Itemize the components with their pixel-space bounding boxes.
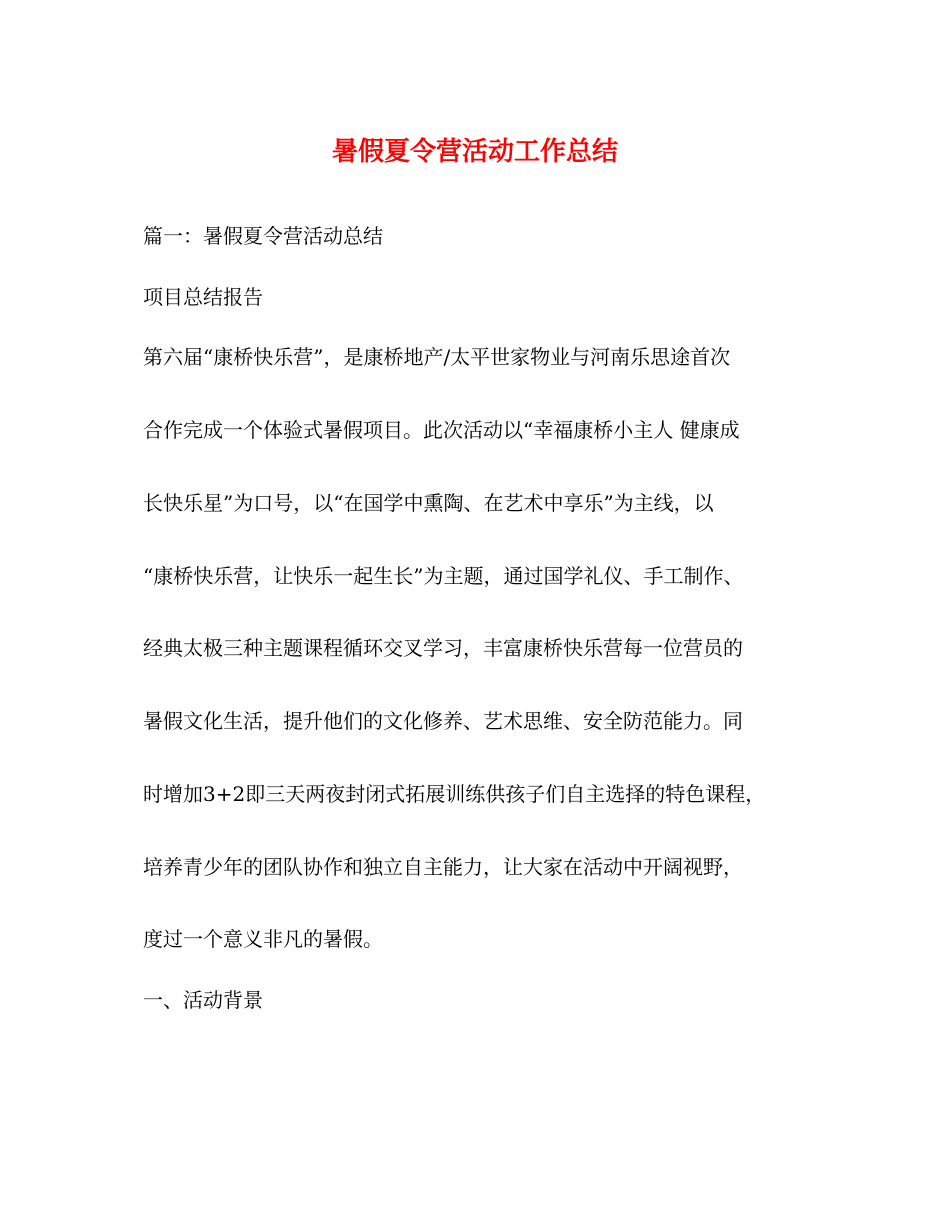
body-line: 长快乐星”为口号，以“在国学中熏陶、在艺术中享乐”为主线，以 [143, 491, 714, 515]
report-label: 项目总结报告 [143, 285, 263, 309]
body-line: 第六届“康桥快乐营”，是康桥地产/太平世家物业与河南乐思途首次 [143, 345, 731, 369]
body-line: 经典太极三种主题课程循环交叉学习，丰富康桥快乐营每一位营员的 [143, 636, 743, 660]
subheading: 一、活动背景 [143, 988, 263, 1012]
document-title: 暑假夏令营活动工作总结 [331, 137, 618, 167]
body-line: 时增加3+2即三天两夜封闭式拓展训练供孩子们自主选择的特色课程， [143, 782, 766, 806]
section-heading: 篇一：暑假夏令营活动总结 [143, 224, 383, 248]
body-line: 暑假文化生活，提升他们的文化修养、艺术思维、安全防范能力。同 [143, 709, 743, 733]
body-line: 度过一个意义非凡的暑假。 [143, 927, 383, 951]
body-line: “康桥快乐营，让快乐一起生长”为主题，通过国学礼仪、手工制作、 [143, 564, 744, 588]
body-line: 培养青少年的团队协作和独立自主能力，让大家在活动中开阔视野， [143, 855, 743, 879]
body-line: 合作完成一个体验式暑假项目。此次活动以“幸福康桥小主人 健康成 [143, 418, 740, 442]
